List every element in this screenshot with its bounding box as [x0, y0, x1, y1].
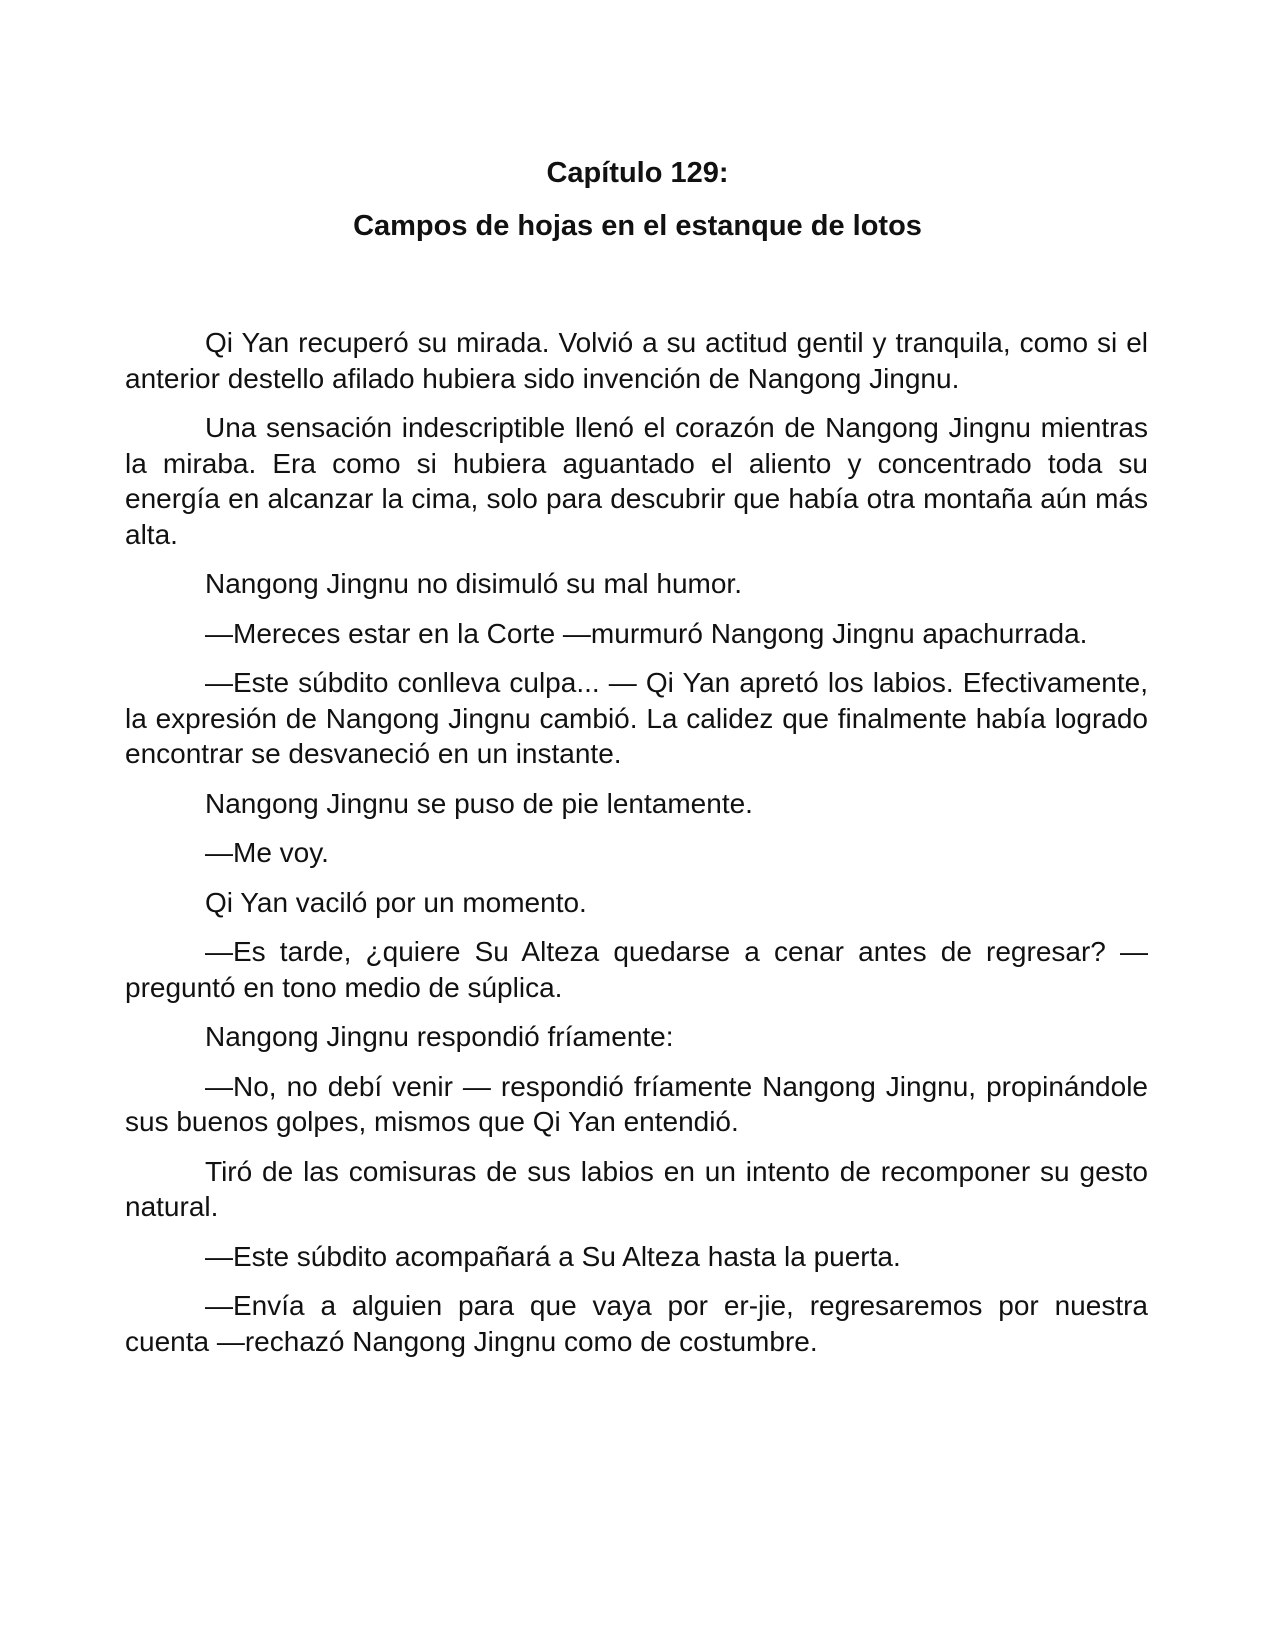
paragraph: —Me voy. [205, 837, 329, 868]
paragraph: —Mereces estar en la Corte —murmuró Nangong Jingnu apachurrada. [205, 617, 1088, 649]
paragraph: —Este súbdito acompañará a Su Alteza hasta la puerta. [205, 1240, 901, 1272]
paragraph: Tiró de las comisuras de sus labios en un intento de recomponer su gesto natural. [125, 1155, 1148, 1222]
paragraph: Nangong Jingnu respondió fríamente: [205, 1021, 674, 1052]
paragraph: Una sensación indescriptible llenó el corazón de Nangong Jingnu mientras la miraba. Era como si hubiera aguantado el aliento y concentrado toda su energía en alcanzar la cima, solo para descubrir que había otra montaña aún más alta. [125, 412, 1148, 550]
paragraph: —Este súbdito conlleva culpa... — Qi Yan apretó los labios. Efectivamente, la expresión de Nangong Jingnu cambió. La calidez que finalmente había logrado encontrar se desvaneció en un instante. [125, 667, 1148, 769]
paragraph: Qi Yan vaciló por un momento. [205, 886, 587, 918]
paragraph: Nangong Jingnu no disimuló su mal humor. [205, 568, 742, 599]
paragraph: —Es tarde, ¿quiere Su Alteza quedarse a cenar antes de regresar? —preguntó en tono medio de súplica. [125, 936, 1148, 1003]
chapter-number: Capítulo 129: [546, 157, 729, 189]
chapter-title: Campos de hojas en el estanque de lotos [353, 210, 922, 242]
chapter-body [125, 325, 1148, 1373]
paragraph: Qi Yan recuperó su mirada. Volvió a su actitud gentil y tranquila, como si el anterior destello afilado hubiera sido invención de Nangong Jingnu. [125, 327, 1148, 394]
paragraph: —No, no debí venir — respondió fríamente Nangong Jingnu, propinándole sus buenos golpes, mismos que Qi Yan entendió. [125, 1070, 1148, 1137]
paragraph: —Envía a alguien para que vaya por er-jie, regresaremos por nuestra cuenta —rechazó Nangong Jingnu como de costumbre. [125, 1290, 1148, 1357]
paragraph: Nangong Jingnu se puso de pie lentamente. [205, 787, 753, 819]
chapter-heading [0, 155, 1275, 244]
